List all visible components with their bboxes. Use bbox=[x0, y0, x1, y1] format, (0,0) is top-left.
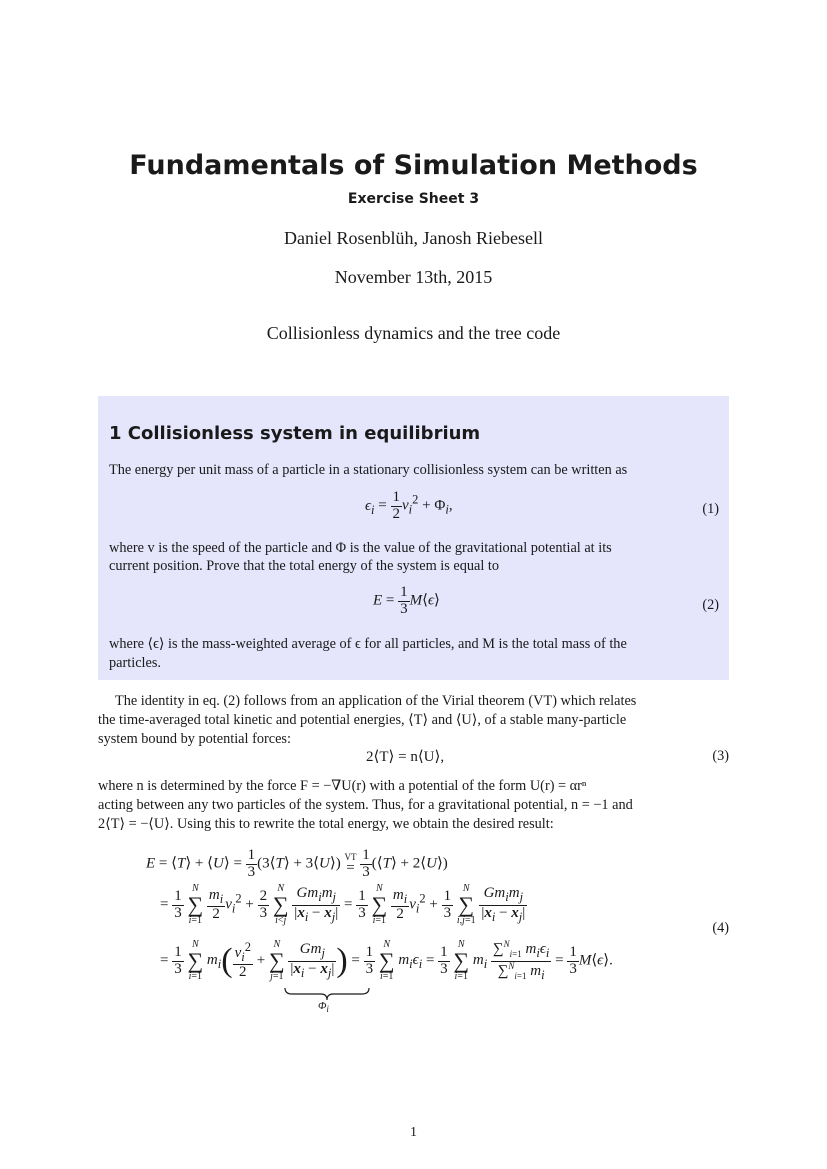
document-topic: Collisionless dynamics and the tree code bbox=[266, 323, 561, 343]
equation-2-number: (2) bbox=[702, 597, 719, 613]
equation-4-line-3: = $\frac{1}{3}$ N ∑ i=1 $m_i$( $\frac{v_i^2}{2}$ + N ∑ j=1 $\frac{Gm_j}{|x_i - x_j|}$ ) = $\frac{1}{3}$ N ∑ i=1 $m_i\epsilon_i$ = $\frac{1}{3}$ N ∑ i=1 $m_i$ $\frac{\sum^N_{i=1} m_i\epsilon_i}{\sum^N_{i=1} m_i}$ = $\frac{1}{3}$ M⟨ϵ⟩. bbox=[160, 939, 613, 982]
solution-line-6: 2⟨T⟩ = −⟨U⟩. Using this to rewrite the total energy, we obtain the desired result: bbox=[98, 816, 554, 832]
solution-line-3: system bound by potential forces: bbox=[98, 731, 291, 747]
exercise-intro: The energy per unit mass of a particle in a stationary collisionless system can be written as bbox=[109, 462, 628, 478]
solution-line-1: The identity in eq. (2) follows from an application of the Virial theorem (VT) which relates bbox=[115, 693, 637, 709]
exercise-closing-line-1: where ⟨ϵ⟩ is the mass-weighted average of ϵ for all particles, and M is the total mass of the bbox=[109, 636, 627, 652]
solution-line-4: where n is determined by the force F = −∇U(r) with a potential of the form U(r) = αrⁿ bbox=[98, 778, 587, 794]
equation-3: 2⟨T⟩ = n⟨U⟩, bbox=[366, 749, 445, 765]
document-authors: Daniel Rosenblüh, Janosh Riebesell bbox=[284, 228, 543, 248]
equation-4-line-1: E = ⟨T⟩ + ⟨U⟩ = $\frac{1}{3}$ (3⟨T⟩ + 3⟨U⟩) VT = $\frac{1}{3}$ (⟨T⟩ + 2⟨U⟩) bbox=[146, 847, 448, 880]
equation-1: $\epsilon_i$ = $\frac{1}{2}$ $v_i^2 + \Phi_i$, bbox=[365, 489, 453, 522]
equation-1-number: (1) bbox=[702, 501, 719, 517]
underbrace-label: $\Phi_i$ bbox=[318, 1000, 329, 1015]
solution-line-2: the time-averaged total kinetic and potential energies, ⟨T⟩ and ⟨U⟩, of a stable many-particle bbox=[98, 712, 627, 728]
solution-line-5: acting between any two particles of the system. Thus, for a gravitational potential, n = −1 and bbox=[98, 797, 633, 813]
equation-2: E = $\frac{1}{3}$ M⟨ϵ⟩ bbox=[373, 584, 440, 617]
equation-3-number: (3) bbox=[712, 748, 729, 764]
exercise-closing-line-2: particles. bbox=[109, 655, 162, 671]
document-title: Fundamentals of Simulation Methods bbox=[129, 150, 698, 181]
section-heading: 1 Collisionless system in equilibrium bbox=[109, 423, 481, 444]
exercise-middle-line-1: where v is the speed of the particle and Φ is the value of the gravitational potential at its bbox=[109, 540, 612, 556]
document-date: November 13th, 2015 bbox=[334, 267, 493, 287]
equation-4-line-2: = $\frac{1}{3}$ N ∑ i=1 $\frac{m_i}{2}$ $v_i^2$ + $\frac{2}{3}$ N ∑ i<j $\frac{Gm_im_j}{|x_i - x_j|}$ = $\frac{1}{3}$ N ∑ i=1 $\frac{m_i}{2}$ $v_i^2$ + $\frac{1}{3}$ N ∑ i,j=1 $\frac{Gm_im_j}{|x_i - x_j|}$ bbox=[160, 883, 526, 926]
underbrace bbox=[284, 987, 370, 1001]
page-number: 1 bbox=[410, 1125, 417, 1140]
exercise-middle-line-2: current position. Prove that the total energy of the system is equal to bbox=[109, 558, 500, 574]
equation-4-number: (4) bbox=[712, 920, 729, 936]
document-subtitle: Exercise Sheet 3 bbox=[347, 191, 480, 207]
